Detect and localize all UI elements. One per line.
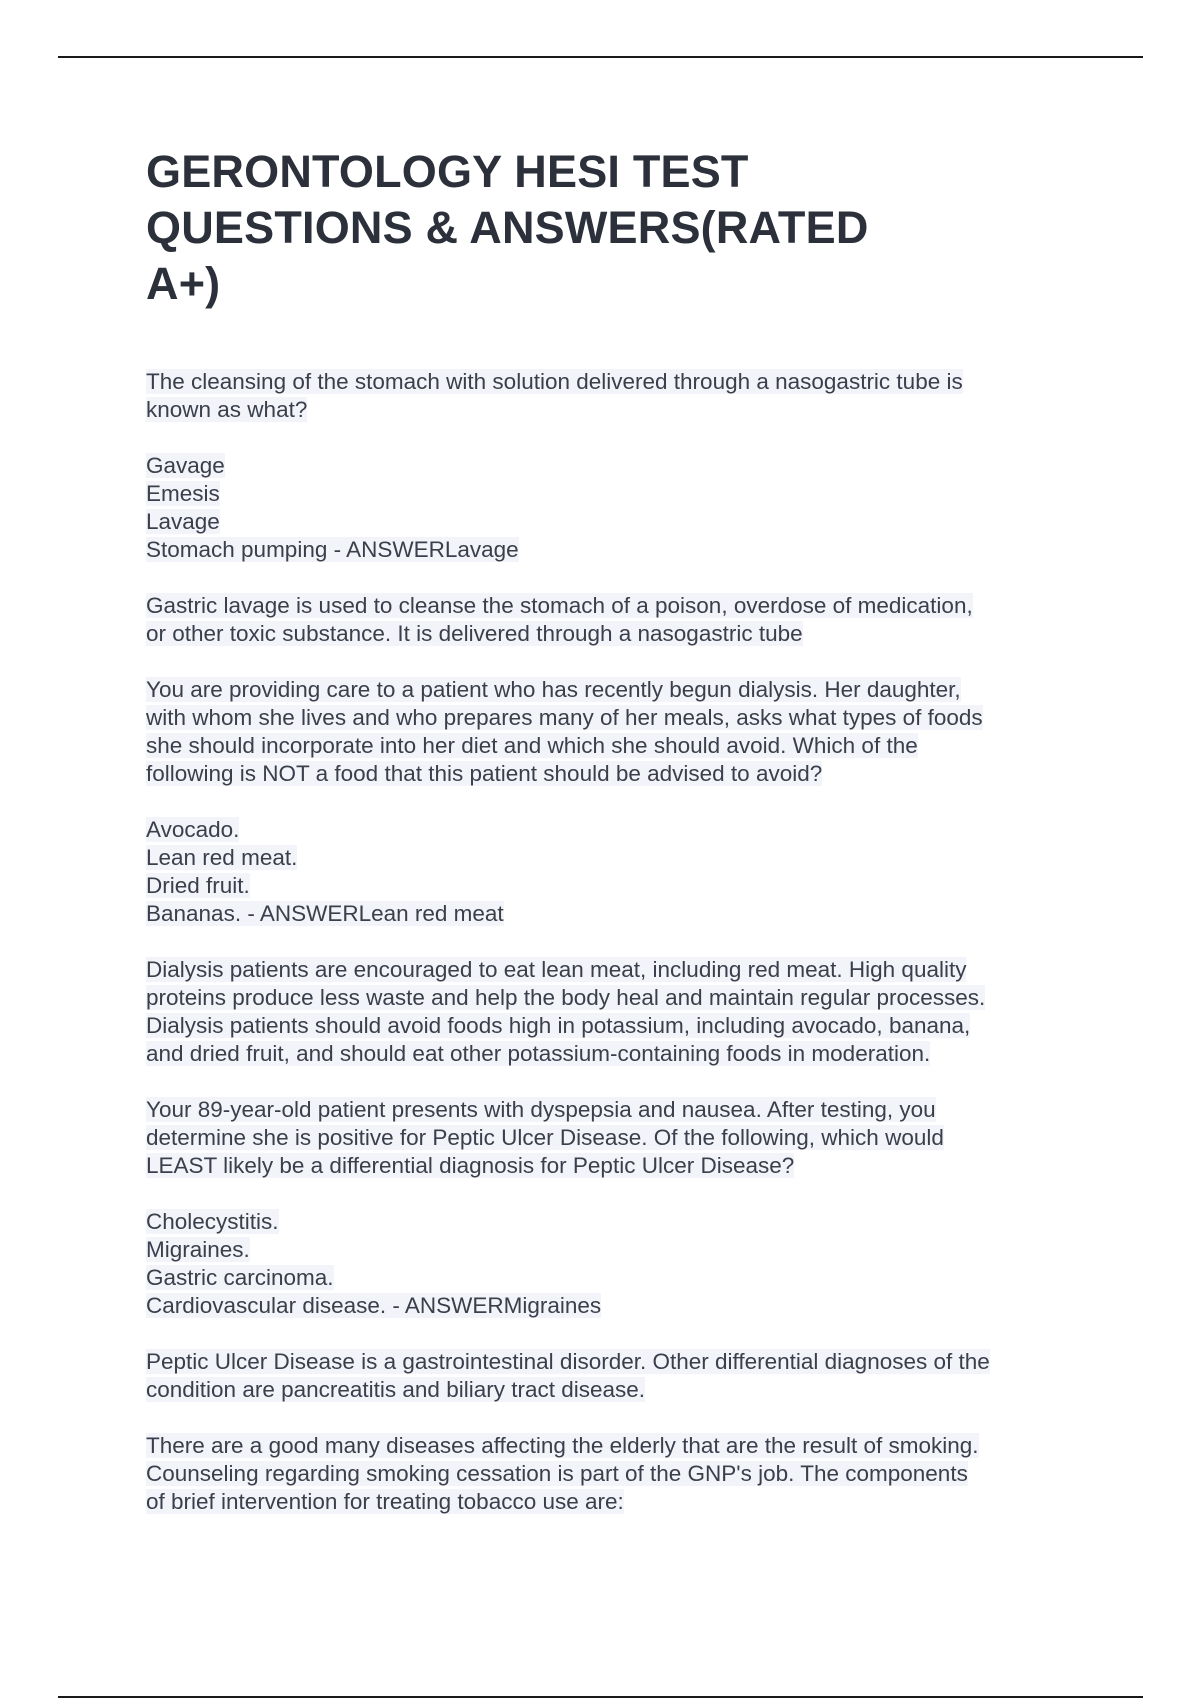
title-line: QUESTIONS & ANSWERS(RATED [146,202,869,253]
explanation-line: proteins produce less waste and help the body heal and maintain regular processes. [146,985,986,1010]
answer-option: Cardiovascular disease. - ANSWERMigraines [146,1293,602,1318]
bottom-rule [58,1696,1143,1698]
answer-option: Dried fruit. [146,873,250,898]
answer-option: Gastric carcinoma. [146,1265,334,1290]
answer-option: Migraines. [146,1237,250,1262]
question-line: Counseling regarding smoking cessation is part of the GNP's job. The components [146,1461,968,1486]
question-line: determine she is positive for Peptic Ulcer Disease. Of the following, which would [146,1125,944,1150]
explanation-line: Peptic Ulcer Disease is a gastrointestinal disorder. Other differential diagnoses of the [146,1349,990,1374]
answer-options [146,452,1066,564]
title-line: A+) [146,258,221,309]
answer-option: Avocado. [146,817,240,842]
question-line: You are providing care to a patient who has recently begun dialysis. Her daughter, [146,677,961,702]
answer-option: Lean red meat. [146,845,298,870]
question-line: The cleansing of the stomach with solution delivered through a nasogastric tube is [146,369,963,394]
answer-options [146,1208,1066,1320]
explanation-text [146,1348,1066,1404]
question-text [146,368,1066,424]
question-line: with whom she lives and who prepares many of her meals, asks what types of foods [146,705,983,730]
explanation-line: condition are pancreatitis and biliary tract disease. [146,1377,646,1402]
title-line: GERONTOLOGY HESI TEST [146,146,749,197]
top-rule [58,56,1143,58]
answer-option: Cholecystitis. [146,1209,279,1234]
explanation-line: and dried fruit, and should eat other potassium-containing foods in moderation. [146,1041,931,1066]
explanation-line: Gastric lavage is used to cleanse the stomach of a poison, overdose of medication, [146,593,973,618]
document-title [146,144,966,312]
question-text [146,1432,1066,1516]
question-line: LEAST likely be a differential diagnosis for Peptic Ulcer Disease? [146,1153,795,1178]
explanation-line: Dialysis patients should avoid foods high in potassium, including avocado, banana, [146,1013,971,1038]
answer-option: Bananas. - ANSWERLean red meat [146,901,504,926]
answer-option: Stomach pumping - ANSWERLavage [146,537,519,562]
question-line: known as what? [146,397,308,422]
question-line: Your 89-year-old patient presents with dyspepsia and nausea. After testing, you [146,1097,936,1122]
answer-option: Gavage [146,453,225,478]
document-body [146,368,1066,1544]
explanation-line: Dialysis patients are encouraged to eat lean meat, including red meat. High quality [146,957,967,982]
question-text [146,1096,1066,1180]
answer-option: Lavage [146,509,220,534]
answer-options [146,816,1066,928]
question-text [146,676,1066,788]
explanation-text [146,592,1066,648]
question-line: following is NOT a food that this patient should be advised to avoid? [146,761,823,786]
answer-option: Emesis [146,481,220,506]
question-line: of brief intervention for treating tobacco use are: [146,1489,624,1514]
question-line: There are a good many diseases affecting the elderly that are the result of smoking. [146,1433,979,1458]
explanation-line: or other toxic substance. It is delivered through a nasogastric tube [146,621,803,646]
explanation-text [146,956,1066,1068]
question-line: she should incorporate into her diet and which she should avoid. Which of the [146,733,918,758]
